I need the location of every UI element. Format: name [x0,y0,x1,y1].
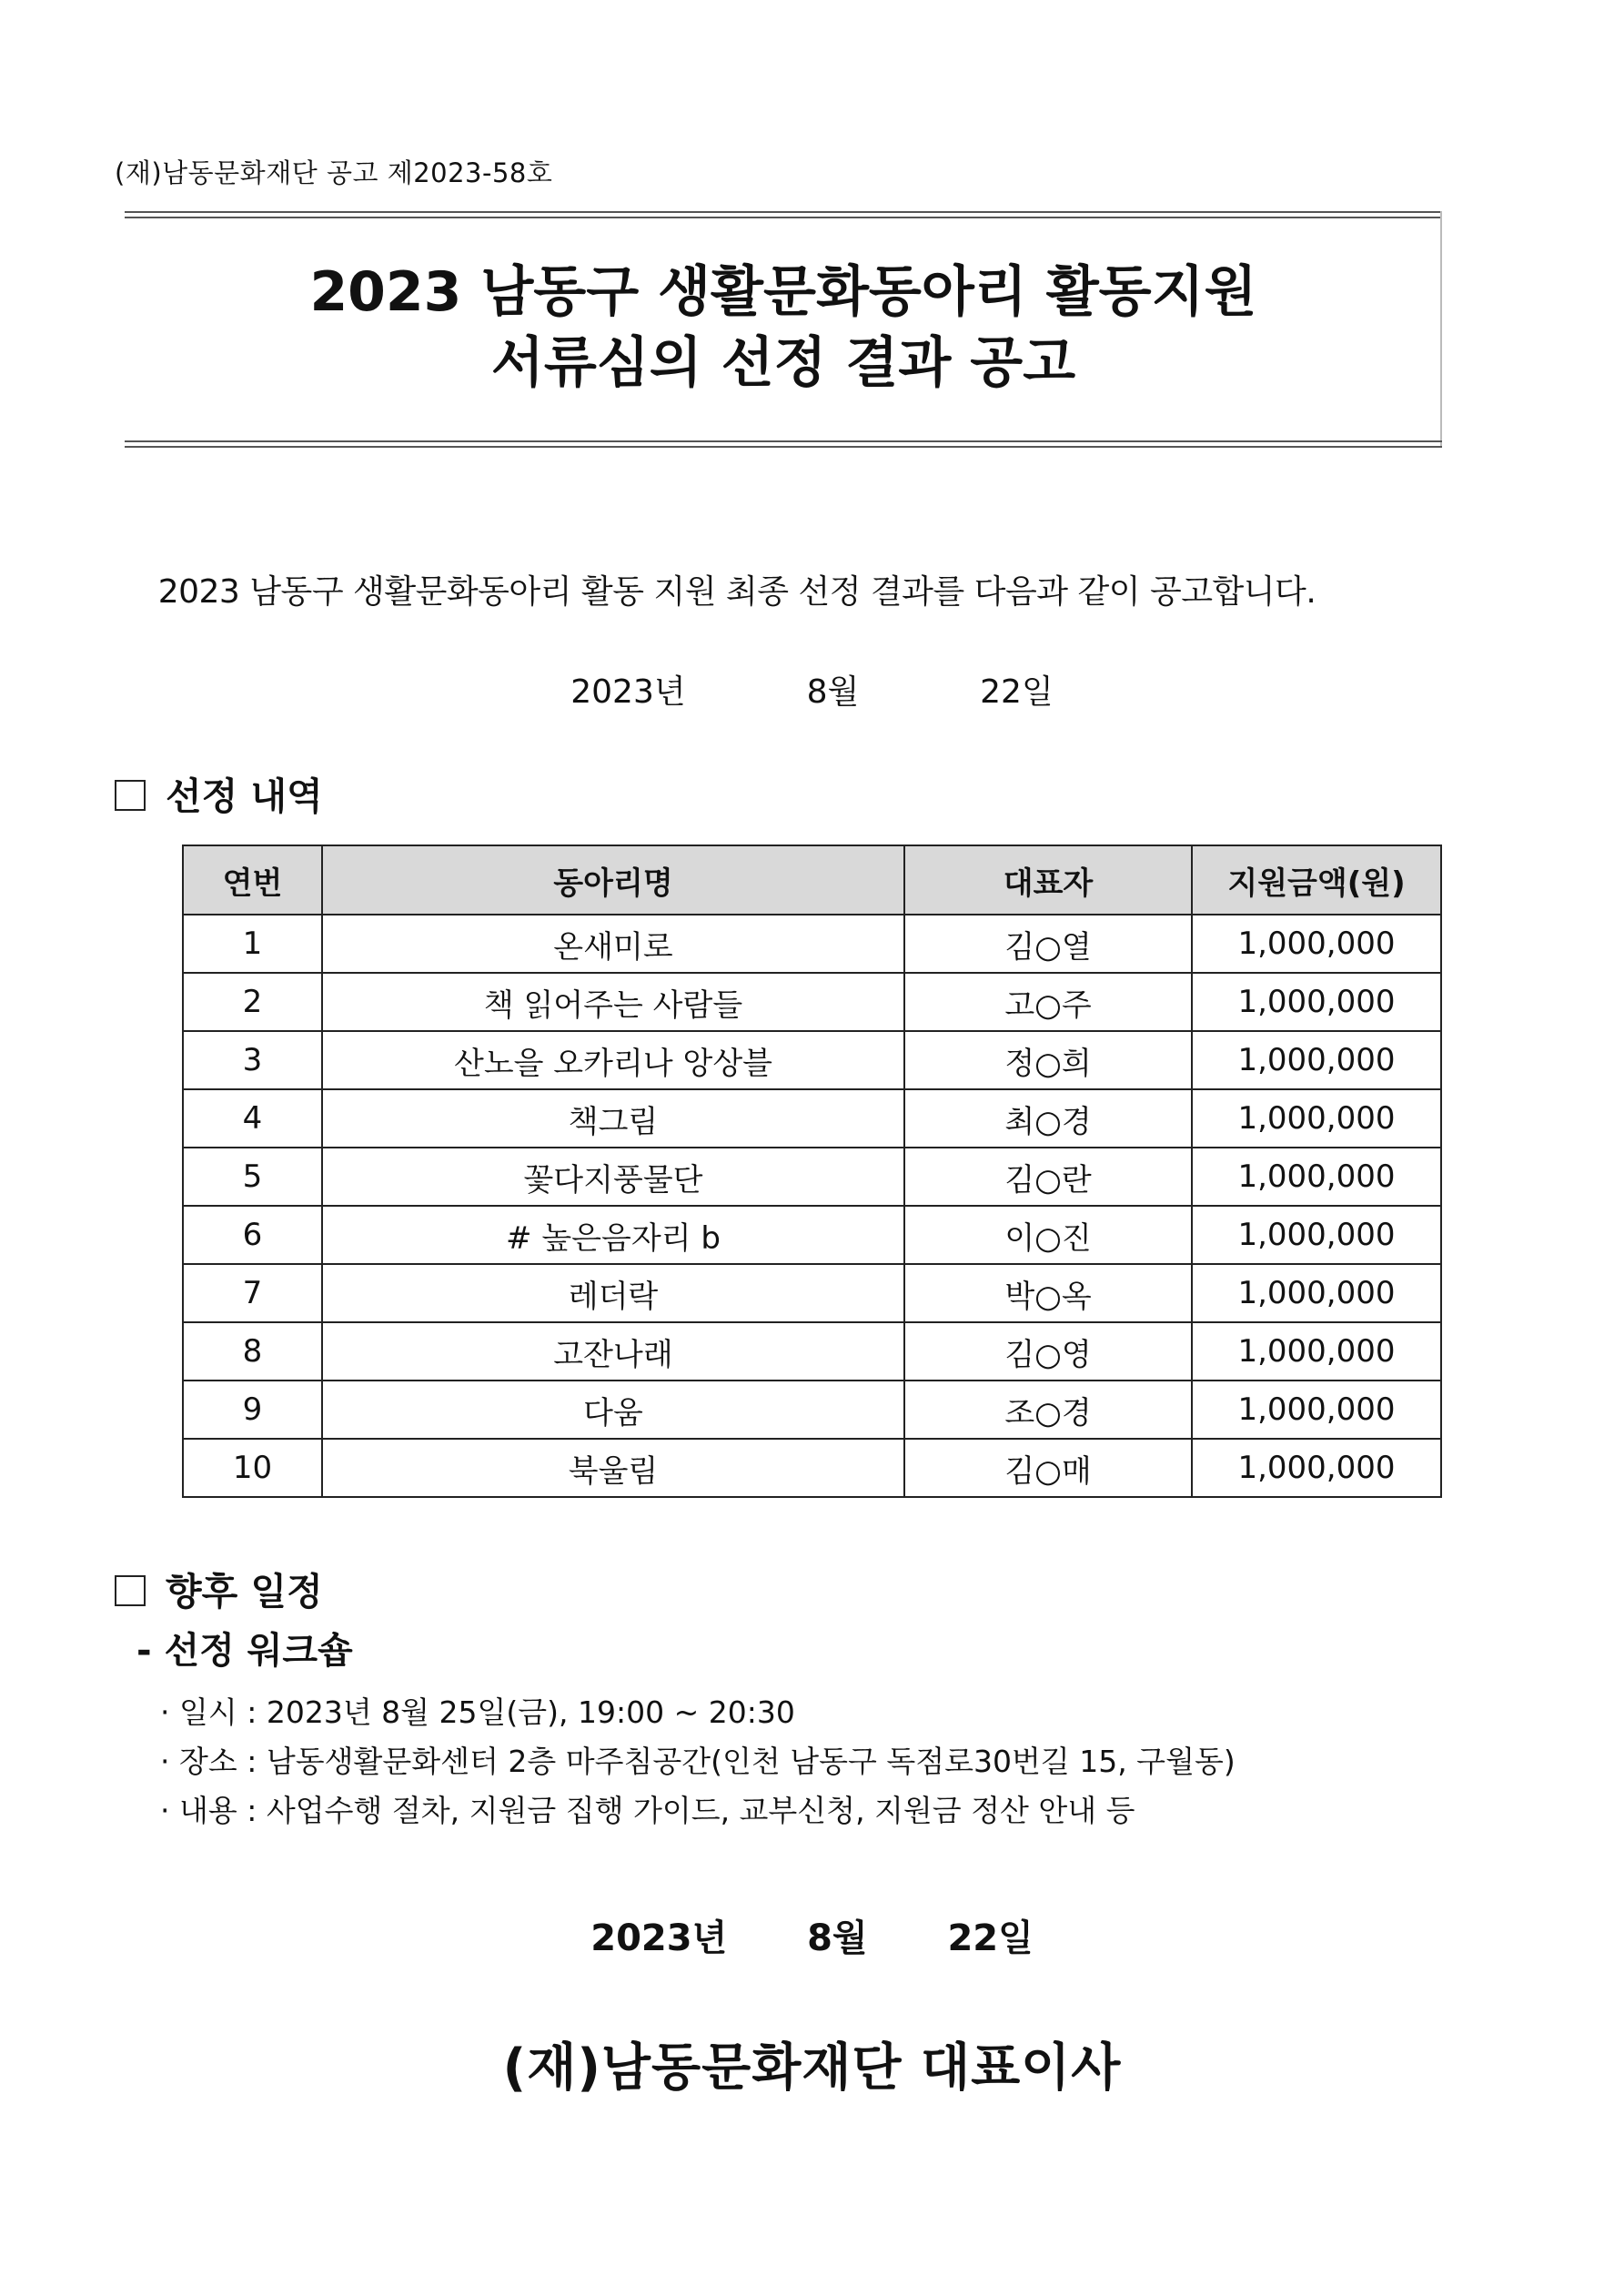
page-title-line2: 서류심의 선정 결과 공고 [490,331,1076,395]
notice-number: (재)남동문화재단 공고 제2023-58호 [115,157,553,188]
cell-no: 1 [183,915,322,973]
cell-club-name: 다움 [322,1381,904,1439]
header-club-name: 동아리명 [322,845,904,915]
section-schedule: 향후 일정 [115,1562,323,1615]
cell-club-name: 고잔나래 [322,1322,904,1381]
cell-no: 7 [183,1264,322,1322]
cell-amount: 1,000,000 [1192,1439,1441,1497]
date-month: 8월 [807,1917,868,1959]
title-rule-bottom [125,446,1442,448]
checkbox-square-icon [115,1575,146,1606]
cell-amount: 1,000,000 [1192,915,1441,973]
lead-text: 2023 남동구 생활문화동아리 활동 지원 최종 선정 결과를 다음과 같이 공고합니다. [157,573,1316,611]
cell-amount: 1,000,000 [1192,1089,1441,1148]
table-row [183,1031,1441,1089]
table-row [183,915,1441,973]
title-rule-top-inner [125,217,1442,218]
notice-date [0,666,1624,713]
date-year: 2023년 [570,673,686,711]
page-title-line1: 2023 남동구 생활문화동아리 활동지원 [309,260,1257,324]
cell-representative: 김○란 [904,1148,1192,1206]
cell-no: 4 [183,1089,322,1148]
cell-club-name: 책그림 [322,1089,904,1148]
cell-no: 5 [183,1148,322,1206]
workshop-title: - 선정 워크숍 [136,1630,353,1672]
table-row [183,1148,1441,1206]
header-no: 연번 [183,845,322,915]
header-amount: 지원금액(원) [1192,845,1441,915]
organization-signature: (재)남동문화재단 대표이사 [502,2038,1122,2098]
header-representative: 대표자 [904,845,1192,915]
date-month: 8월 [806,673,860,711]
cell-no: 3 [183,1031,322,1089]
date-day: 22일 [947,1917,1034,1959]
workshop-item-location: · 장소 : 남동생활문화센터 2층 마주침공간(인천 남동구 독점로30번길 15, 구월동) [160,1744,1236,1779]
cell-no: 6 [183,1206,322,1264]
cell-club-name: 레더락 [322,1264,904,1322]
cell-amount: 1,000,000 [1192,1322,1441,1381]
date-year: 2023년 [590,1917,728,1959]
table-row [183,1206,1441,1264]
cell-club-name: 꽃다지풍물단 [322,1148,904,1206]
title-rule-bottom-inner [125,440,1442,442]
section-selection: 선정 내역 [115,766,323,820]
cell-representative: 김○영 [904,1322,1192,1381]
cell-no: 9 [183,1381,322,1439]
date-day: 22일 [980,673,1054,711]
cell-no: 8 [183,1322,322,1381]
cell-representative: 김○매 [904,1439,1192,1497]
title-rule-top [125,211,1442,213]
table-row [183,1381,1441,1439]
cell-representative: 김○열 [904,915,1192,973]
cell-amount: 1,000,000 [1192,1031,1441,1089]
table-row [183,1264,1441,1322]
workshop-item-datetime: · 일시 : 2023년 8월 25일(금), 19:00 ~ 20:30 [160,1694,795,1730]
selection-table [182,845,1442,1498]
cell-representative: 이○진 [904,1206,1192,1264]
cell-no: 10 [183,1439,322,1497]
checkbox-square-icon [115,780,146,811]
cell-club-name: # 높은음자리 b [322,1206,904,1264]
table-row [183,1089,1441,1148]
cell-representative: 정○희 [904,1031,1192,1089]
cell-representative: 박○옥 [904,1264,1192,1322]
table-row [183,1439,1441,1497]
cell-amount: 1,000,000 [1192,1148,1441,1206]
cell-club-name: 산노을 오카리나 앙상블 [322,1031,904,1089]
table-row [183,973,1441,1031]
cell-representative: 조○경 [904,1381,1192,1439]
cell-amount: 1,000,000 [1192,1264,1441,1322]
cell-amount: 1,000,000 [1192,1206,1441,1264]
table-header-row [183,845,1441,915]
cell-amount: 1,000,000 [1192,1381,1441,1439]
cell-representative: 고○주 [904,973,1192,1031]
table-row [183,1322,1441,1381]
cell-no: 2 [183,973,322,1031]
signature-date [0,1909,1624,1961]
cell-club-name: 온새미로 [322,915,904,973]
cell-representative: 최○경 [904,1089,1192,1148]
cell-amount: 1,000,000 [1192,973,1441,1031]
workshop-item-content: · 내용 : 사업수행 절차, 지원금 집행 가이드, 교부신청, 지원금 정산 안내 등 [160,1793,1135,1828]
cell-club-name: 북울림 [322,1439,904,1497]
cell-club-name: 책 읽어주는 사람들 [322,973,904,1031]
